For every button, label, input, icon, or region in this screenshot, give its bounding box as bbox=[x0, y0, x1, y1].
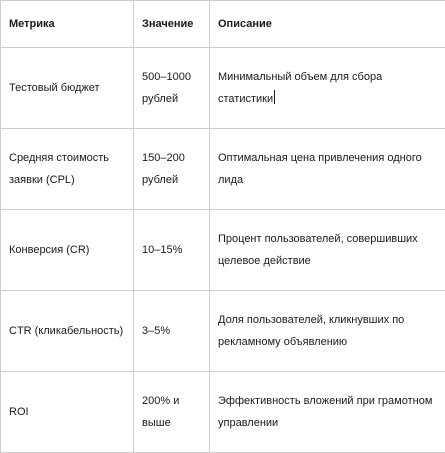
value-cell bbox=[134, 129, 210, 210]
value-cell bbox=[134, 210, 210, 291]
description-text: Оптимальная цена привлечения одного лида bbox=[218, 152, 422, 186]
value-text: 500–1000 рублей bbox=[142, 71, 191, 105]
description-cell bbox=[210, 291, 445, 372]
header-description: Описание bbox=[210, 1, 445, 48]
value-text: 3–5% bbox=[142, 325, 171, 337]
description-text: Эффективность вложений при грамотном управлении bbox=[218, 395, 433, 429]
description-cell bbox=[210, 129, 445, 210]
metric-cell bbox=[1, 210, 134, 291]
value-text: 10–15% bbox=[142, 244, 183, 256]
metric-text: Конверсия (CR) bbox=[9, 244, 90, 256]
value-text: 200% и выше bbox=[142, 395, 180, 429]
metric-text: Средняя стоимость заявки (CPL) bbox=[9, 152, 110, 186]
value-cell bbox=[134, 48, 210, 129]
table-row bbox=[1, 291, 445, 372]
metric-cell bbox=[1, 372, 134, 453]
metric-text: CTR (кликабельность) bbox=[9, 325, 124, 337]
metric-text: ROI bbox=[9, 406, 29, 418]
description-cell bbox=[210, 372, 445, 453]
description-cell bbox=[210, 210, 445, 291]
header-value: Значение bbox=[134, 1, 210, 48]
description-text: Доля пользователей, кликнувших по рекламному объявлению bbox=[218, 314, 405, 348]
table-row bbox=[1, 48, 445, 129]
value-cell bbox=[134, 291, 210, 372]
metric-cell bbox=[1, 48, 134, 129]
description-text: Процент пользователей, совершивших целевое действие bbox=[218, 233, 418, 267]
table-row bbox=[1, 129, 445, 210]
description-text: Минимальный объем для сбора статистики bbox=[218, 71, 383, 105]
value-cell bbox=[134, 372, 210, 453]
description-cell[interactable] bbox=[210, 48, 445, 129]
header-metric: Метрика bbox=[1, 1, 134, 48]
metric-cell bbox=[1, 129, 134, 210]
table-row bbox=[1, 372, 445, 453]
metric-cell bbox=[1, 291, 134, 372]
value-text: 150–200 рублей bbox=[142, 152, 185, 186]
text-cursor bbox=[274, 90, 275, 104]
metric-text: Тестовый бюджет bbox=[9, 82, 100, 94]
table-row bbox=[1, 210, 445, 291]
header-row bbox=[1, 1, 445, 48]
